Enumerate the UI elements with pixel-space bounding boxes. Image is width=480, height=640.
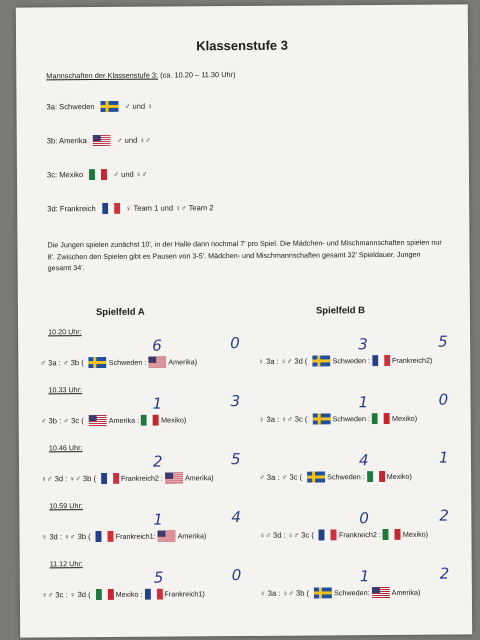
score-team1: 3 (358, 335, 368, 354)
usa-flag-icon (148, 357, 166, 368)
usa-flag-icon (89, 415, 107, 426)
score-team2: 2 (439, 564, 450, 583)
sweden-flag-icon (312, 413, 330, 424)
match-pair: ♀ 3a : ♀♂ 3b ( (259, 588, 310, 598)
team-row (47, 202, 213, 214)
score-team2: 1 (438, 448, 449, 467)
usa-flag-icon (372, 587, 390, 598)
score-team1: 1 (358, 393, 369, 412)
team1-name: Schweden: (334, 588, 370, 598)
score-team2: 5 (438, 332, 448, 351)
team1-name: Frankreich2 : (338, 530, 381, 540)
sweden-flag-icon (101, 101, 119, 112)
score-team1: 6 (152, 336, 162, 355)
team1-name: Schweden : (332, 356, 371, 366)
match-pair: ♀ 3a : ♀♂ 3c ( (258, 414, 308, 424)
score-team1: 1 (153, 510, 163, 529)
sweden-flag-icon (307, 471, 325, 482)
france-flag-icon (372, 355, 390, 366)
team2-name: Frankreich2) (391, 355, 433, 365)
team1-name: Frankreich2 : (120, 473, 163, 483)
team1-name: Frankreich1: (115, 531, 156, 541)
round-time: 11.12 Uhr: (49, 559, 83, 569)
field-b-heading: Spielfeld B (315, 305, 366, 317)
score-team1: 0 (359, 509, 369, 528)
team-symbols: ♂ und ♀♂ (116, 135, 151, 145)
score-team1: 5 (153, 568, 164, 587)
intro-heading: Mannschaften der Klassenstufe 3: (46, 70, 159, 81)
page-title: Klassenstufe 3 (196, 37, 289, 54)
team-label: 3d: Frankreich (47, 204, 96, 214)
score-team2: 5 (230, 450, 241, 469)
france-flag-icon (101, 473, 119, 484)
match-pair: ♀♂ 3d : ♀♂ 3c ( (259, 530, 314, 540)
score-team1: 1 (359, 567, 370, 586)
intro-line (46, 70, 235, 80)
mexico-flag-icon (96, 589, 114, 600)
team-label: 3b: Amerika (46, 136, 87, 146)
round-time: 10.59 Uhr: (49, 501, 83, 511)
usa-flag-icon (158, 530, 176, 541)
score-team2: 0 (231, 566, 242, 585)
team-symbols: ♂ und ♀ (124, 101, 153, 111)
sweden-flag-icon (312, 355, 330, 366)
score-team1: 4 (358, 451, 369, 470)
match-pair: ♀ 3d : ♀♂ 3b ( (41, 532, 91, 542)
team1-name: Schweden : (327, 472, 365, 482)
france-flag-icon (96, 531, 114, 542)
match-b (259, 413, 418, 425)
match-b (259, 471, 412, 483)
match-b (259, 529, 428, 541)
team2-name: Amerika) (184, 473, 214, 483)
team1-name: Schweden : (332, 414, 371, 424)
match-b (260, 587, 421, 599)
match-pair: ♀♂ 3c : ♀ 3d ( (41, 590, 91, 600)
match-pair: ♂ 3a : ♂ 3b ( (40, 358, 84, 368)
match-b (258, 355, 432, 367)
team2-name: Amerika) (177, 531, 207, 541)
match-a (40, 356, 197, 368)
score-team2: 3 (230, 392, 241, 411)
usa-flag-icon (93, 135, 111, 146)
team-row (47, 135, 151, 147)
score-team2: 4 (231, 508, 241, 527)
usa-flag-icon (165, 472, 183, 483)
rules-paragraph: Die Jungen spielen zunächst 10', in der Halle dann nochmal 7' pro Spiel. Die Mädchen- und Mischmannschaften spielen nur 8'. Zwischen den Spielen gibt es Pausen von 3-5'. Mädchen- und Mischmannschaften gesamt 32' Spieldauer, Jungen gesamt 34'. (47, 237, 442, 273)
team1-name: Mexiko : (115, 589, 143, 599)
mexico-flag-icon (367, 471, 385, 482)
paper-sheet (16, 4, 472, 637)
mexico-flag-icon (89, 169, 107, 180)
match-pair: ♂ 3a : ♂ 3c ( (259, 472, 303, 482)
team2-name: Amerika) (391, 587, 421, 597)
intro-time: (ca. 10.20 – 11.30 Uhr) (160, 70, 236, 80)
score-team1: 1 (152, 394, 163, 413)
sweden-flag-icon (314, 587, 332, 598)
mexico-flag-icon (372, 413, 390, 424)
match-a (42, 588, 205, 600)
mexico-flag-icon (141, 415, 159, 426)
team-label: 3a: Schweden (46, 102, 95, 112)
round-time: 10.33 Uhr: (48, 385, 83, 395)
team-row (47, 169, 147, 181)
score-team2: 2 (439, 506, 449, 525)
round-time: 10.46 Uhr: (48, 443, 83, 453)
france-flag-icon (102, 203, 120, 214)
match-a (41, 530, 206, 542)
team-symbols: ♂ und ♀♂ (113, 169, 148, 179)
team2-name: Mexiko) (402, 529, 429, 539)
match-pair: ♂ 3b : ♂ 3c ( (40, 416, 84, 426)
match-a (41, 414, 187, 426)
score-team2: 0 (438, 390, 449, 409)
team2-name: Frankreich1) (164, 589, 205, 599)
france-flag-icon (144, 589, 162, 600)
team1-name: Amerika : (108, 415, 140, 425)
team2-name: Mexiko) (391, 413, 418, 423)
mexico-flag-icon (383, 529, 401, 540)
france-flag-icon (319, 529, 337, 540)
team-label: 3c: Mexiko (46, 170, 84, 180)
team2-name: Mexiko) (386, 471, 412, 482)
match-pair: ♀ 3a : ♀♂ 3d ( (258, 356, 308, 366)
team-row (46, 101, 152, 113)
field-a-heading: Spielfeld A (95, 306, 145, 319)
score-team1: 2 (152, 452, 163, 471)
team2-name: Amerika) (168, 357, 198, 367)
score-team2: 0 (230, 334, 240, 353)
sweden-flag-icon (89, 357, 107, 368)
match-pair: ♀♂ 3d : ♀♂ 3b ( (41, 474, 97, 484)
match-a (41, 472, 214, 484)
round-time: 10.20 Uhr: (48, 327, 82, 337)
team2-name: Mexiko) (161, 415, 187, 425)
team-symbols: ♀ Team 1 und ♀♂ Team 2 (125, 203, 214, 213)
team1-name: Schweden : (108, 357, 147, 367)
